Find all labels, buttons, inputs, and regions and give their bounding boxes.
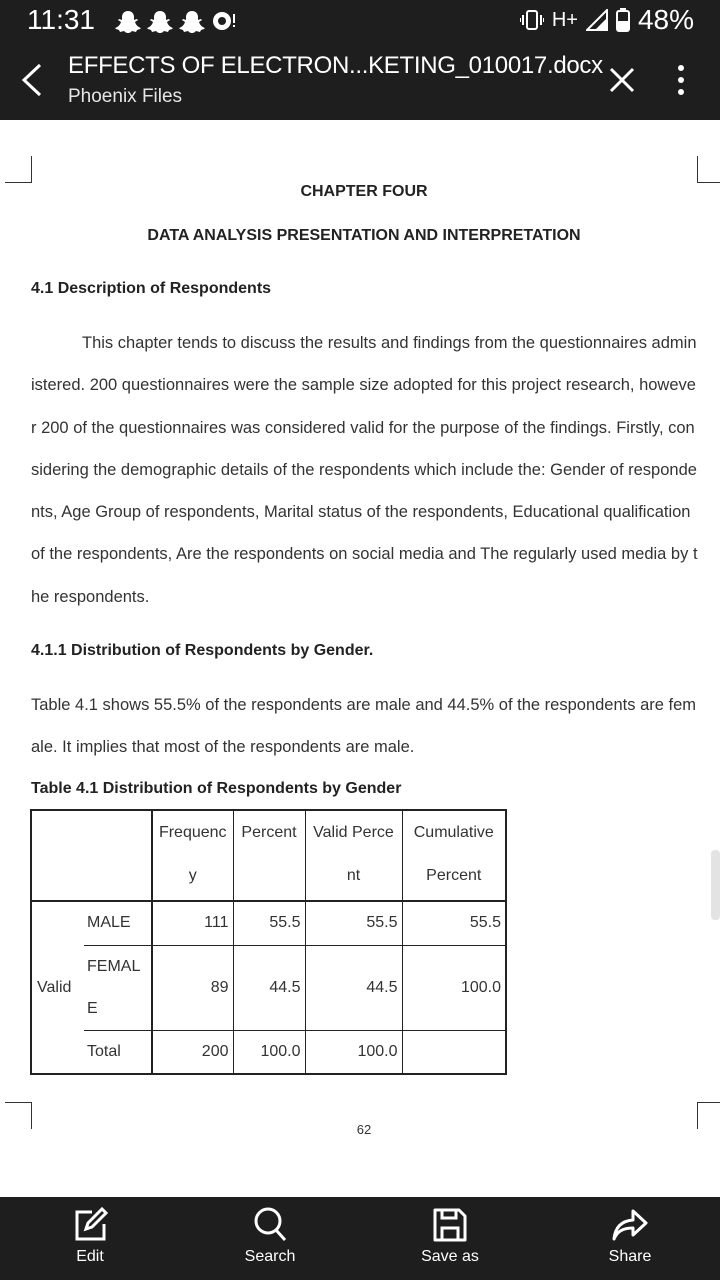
body-paragraph: This chapter tends to discuss the results and findings from the questionnaires administered. 200 questionnaires were the sample size adopted for this project research, however 200 of the questionnaires was considered valid for the purpose of the findings. Firstly, considering the demographic details of the respondents which include the: Gender of respondents, Age Group of respondents, Marital status of the respondents, Educational qualification of the respondents, Are the respondents on social media and The regularly used media by the respondents. — [31, 334, 698, 606]
page-number: 62 — [356, 1122, 372, 1137]
row-label: MALE — [84, 901, 152, 945]
table-row — [31, 901, 506, 945]
row-group-label: Valid — [31, 901, 84, 1074]
status-bar — [0, 0, 720, 40]
close-icon[interactable] — [606, 64, 638, 96]
app-bar — [0, 40, 720, 120]
bottom-toolbar — [0, 1197, 720, 1280]
save-as-button[interactable] — [360, 1197, 540, 1280]
battery-icon — [616, 8, 630, 32]
document-title: EFFECTS OF ELECTRON...KETING_010017.docx — [68, 52, 603, 79]
search-label: Search — [244, 1248, 296, 1265]
save-icon — [432, 1207, 468, 1243]
cell-valid-percent: 44.5 — [305, 945, 402, 1030]
snapchat-icon — [147, 9, 173, 33]
search-button[interactable] — [180, 1197, 360, 1280]
document-page[interactable] — [0, 120, 720, 1197]
cell-frequency: 200 — [152, 1030, 233, 1074]
header-frequency: Frequenc y — [152, 810, 233, 901]
battery-level: 48% — [637, 4, 694, 35]
edit-icon — [72, 1207, 108, 1243]
app-name: Phoenix Files — [68, 86, 183, 107]
table-corner-cell — [31, 810, 152, 901]
status-right — [520, 4, 694, 36]
cell-percent: 55.5 — [233, 901, 305, 945]
snapchat-icon — [179, 9, 205, 33]
cell-frequency: 89 — [152, 945, 233, 1030]
section-heading: 4.1 Description of Respondents — [31, 280, 272, 297]
chapter-subtitle: DATA ANALYSIS PRESENTATION AND INTERPRETATION — [147, 227, 581, 244]
save-as-label: Save as — [421, 1248, 479, 1265]
notification-icons — [115, 9, 237, 33]
page-corner-marker — [697, 156, 720, 183]
table-header-row — [31, 810, 506, 901]
back-arrow-icon[interactable] — [18, 62, 48, 98]
cell-valid-percent: 55.5 — [305, 901, 402, 945]
chapter-heading: CHAPTER FOUR — [300, 183, 428, 200]
cell-percent: 44.5 — [233, 945, 305, 1030]
table-row — [31, 945, 506, 1030]
share-label: Share — [608, 1248, 652, 1265]
scrollbar-thumb[interactable] — [711, 850, 720, 920]
share-icon — [612, 1207, 648, 1243]
share-button[interactable] — [540, 1197, 720, 1280]
edit-button[interactable] — [0, 1197, 180, 1280]
row-label: FEMAL E — [84, 945, 152, 1030]
table-row — [31, 1030, 506, 1074]
header-percent: Percent — [233, 810, 305, 901]
page-corner-marker — [5, 156, 32, 183]
network-type: H+ — [551, 8, 578, 31]
cell-valid-percent: 100.0 — [305, 1030, 402, 1074]
header-valid-percent: Valid Perce nt — [305, 810, 402, 901]
cell-percent: 100.0 — [233, 1030, 305, 1074]
signal-icon — [586, 9, 608, 31]
cell-cumulative-percent: 55.5 — [402, 901, 506, 945]
header-cumulative-percent: Cumulative Percent — [402, 810, 506, 901]
snapchat-icon — [115, 9, 141, 33]
cell-cumulative-percent: 100.0 — [402, 945, 506, 1030]
vibrate-icon — [520, 9, 544, 31]
row-label: Total — [84, 1030, 152, 1074]
more-options-icon[interactable] — [668, 62, 694, 98]
search-icon — [252, 1207, 288, 1243]
table-caption: Table 4.1 Distribution of Respondents by Gender — [31, 780, 402, 797]
subsection-heading: 4.1.1 Distribution of Respondents by Gender. — [31, 642, 374, 659]
messenger-icon — [211, 9, 237, 33]
status-time: 11:31 — [27, 4, 95, 35]
gender-distribution-table — [30, 809, 507, 1075]
cell-cumulative-percent — [402, 1030, 506, 1074]
cell-frequency: 111 — [152, 901, 233, 945]
edit-label: Edit — [76, 1248, 104, 1265]
body-paragraph: Table 4.1 shows 55.5% of the respondents are male and 44.5% of the respondents are female. It implies that most of the respondents are male. — [31, 696, 697, 757]
